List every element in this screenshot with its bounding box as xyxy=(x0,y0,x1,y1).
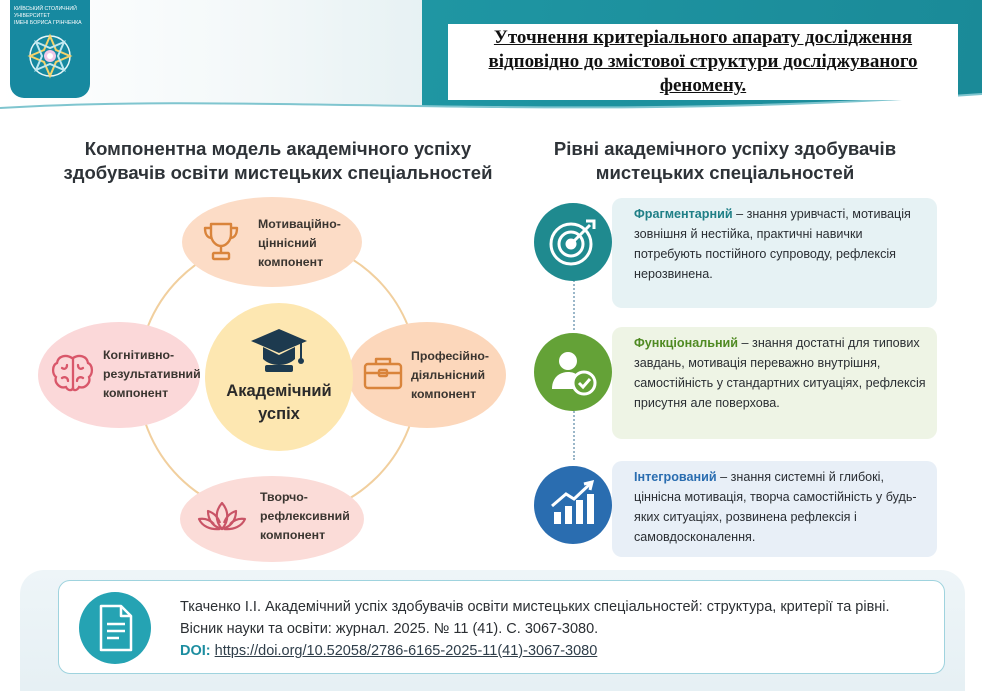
user-check-icon xyxy=(534,333,612,411)
citation-reference: Ткаченко І.І. Академічний успіх здобувачів освіти мистецьких спеціальностей: структура, критерії та рівні. Вісник науки та освіти: журнал. 2025. № 11 (41). С. 3067-3080. xyxy=(180,599,890,637)
level-2-icon-circle xyxy=(534,333,612,411)
component-bottom-line-2: рефлексивний xyxy=(260,509,350,523)
component-bottom-line-1: Творчо- xyxy=(260,490,308,504)
logo-line-1: КИЇВСЬКИЙ СТОЛИЧНИЙ УНІВЕРСИТЕТ xyxy=(14,6,77,19)
levels-title-line-2: мистецьких спеціальностей xyxy=(595,162,855,183)
component-right-line-3: компонент xyxy=(411,387,477,401)
levels-connector-1 xyxy=(573,280,575,330)
slide-title: Уточнення критеріального апарату дослідження відповідно до змістової структури досліджуваного феномену. xyxy=(448,24,958,100)
component-left-label xyxy=(103,346,201,403)
level-3-name: Інтегрований xyxy=(634,470,717,484)
component-top-line-2: ціннісний xyxy=(258,236,317,250)
levels-title xyxy=(540,137,910,185)
target-icon xyxy=(534,203,612,281)
center-label xyxy=(205,380,353,426)
levels-connector-2 xyxy=(573,404,575,460)
levels-title-line-1: Рівні академічного успіху здобувачів xyxy=(553,138,897,159)
center-label-line-2: успіх xyxy=(258,405,300,423)
level-2-card xyxy=(612,327,937,439)
level-1-name: Фрагментарний xyxy=(634,207,733,221)
graduation-cap-icon xyxy=(249,325,309,375)
briefcase-icon xyxy=(362,355,404,391)
level-3-icon-circle xyxy=(534,466,612,544)
citation-text-block xyxy=(180,596,920,662)
level-1-card xyxy=(612,198,937,308)
citation-icon-circle xyxy=(79,592,151,664)
document-icon xyxy=(79,592,151,664)
level-1-icon-circle xyxy=(534,203,612,281)
component-right-label xyxy=(411,347,489,404)
component-left-line-2: результативний xyxy=(103,367,201,381)
component-left-line-3: компонент xyxy=(103,386,169,400)
level-3-text: – знання системні й глибокі, ціннісна мотивація, творча самостійність у будь-яких ситуаціях, розвинена рефлексія і самовдосконалення. xyxy=(634,470,917,544)
component-top-line-1: Мотиваційно- xyxy=(258,217,341,231)
component-bottom-label xyxy=(260,488,350,545)
component-model-title-line-1: Компонентна модель академічного успіху xyxy=(84,138,472,159)
component-model-title-line-2: здобувачів освіти мистецьких спеціальностей xyxy=(63,162,493,183)
doi-label: DOI: xyxy=(180,643,211,659)
logo-line-2: ІМЕНІ БОРИСА ГРІНЧЕНКА xyxy=(14,20,82,26)
component-right-line-2: діяльнісний xyxy=(411,368,485,382)
component-left-line-1: Когнітивно- xyxy=(103,348,175,362)
level-1-text: – знання уривчасті, мотивація зовнішня й нестійка, практичні навички потребують постійного супроводу, рефлексія нерозвинена. xyxy=(634,207,911,281)
component-right-line-1: Професійно- xyxy=(411,349,489,363)
level-2-text: – знання достатні для типових завдань, мотивація переважно внутрішня, самостійність у стандартних ситуаціях, рефлексія присутня але поверхова. xyxy=(634,336,926,410)
growth-chart-icon xyxy=(534,466,612,544)
level-2-name: Функціональний xyxy=(634,336,739,350)
trophy-icon xyxy=(202,220,240,262)
citation-doi xyxy=(180,640,920,662)
component-top-label xyxy=(258,215,341,272)
component-bottom-line-3: компонент xyxy=(260,528,326,542)
component-top-line-3: компонент xyxy=(258,255,324,269)
center-label-line-1: Академічний xyxy=(226,382,332,400)
brain-icon xyxy=(50,352,96,394)
lotus-icon xyxy=(196,499,248,535)
level-3-card xyxy=(612,461,937,557)
doi-link[interactable]: https://doi.org/10.52058/2786-6165-2025-11(41)-3067-3080 xyxy=(214,643,598,659)
